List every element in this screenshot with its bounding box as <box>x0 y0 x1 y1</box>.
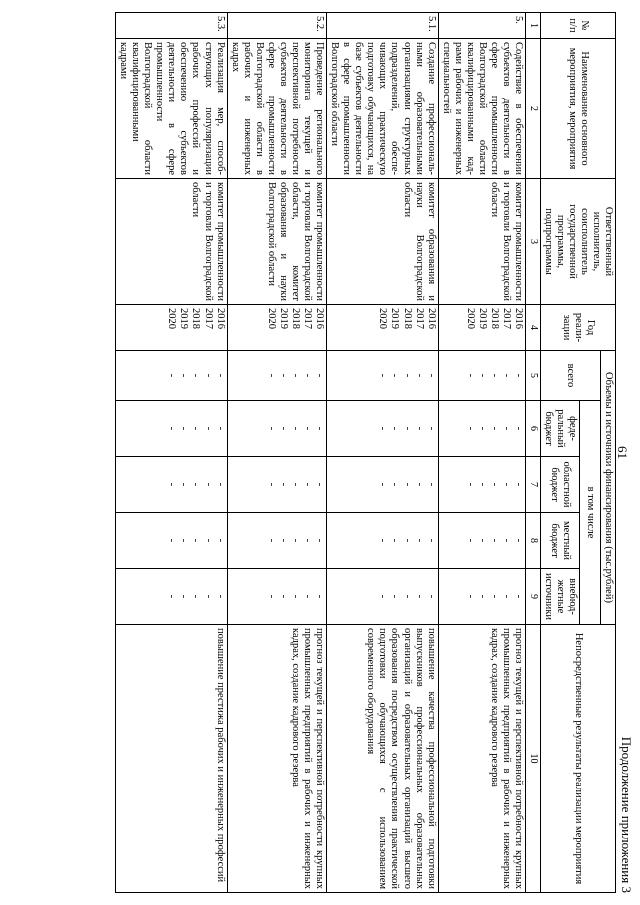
executor: комитет промышленности и торговли Волгоградской области, комитет образования и науки Волгоградской области <box>227 179 327 305</box>
result-text: прогноз текущей и перспективной потребности крупных промышленных предприятий в рабочих и инженерных кадрах, создание кадрового резерва <box>438 625 525 893</box>
dash-value: - <box>265 373 277 378</box>
dash-value: - <box>389 373 401 378</box>
measure-name: Реализация мер, способствующих популяризации рабочих профессий и обеспечению субъектов деятельности в сфере промышленности Волгоградской области квалифицированными кадрами <box>116 39 228 179</box>
row-number: 5. <box>438 13 525 39</box>
dash-value: - <box>513 482 525 487</box>
dash-value: - <box>377 373 389 378</box>
dash-value: - <box>501 373 513 378</box>
year-value: 2017 <box>413 308 425 329</box>
dash-value: - <box>501 482 513 487</box>
dash-value: - <box>290 538 301 543</box>
dash-value: - <box>501 538 513 543</box>
dash-value: - <box>377 594 389 599</box>
row-number: 5.1. <box>327 13 439 39</box>
dash-value: - <box>389 594 401 599</box>
header-total: всего <box>540 351 600 401</box>
dash-value: - <box>389 426 401 431</box>
year-value: 2016 <box>214 308 226 329</box>
years-cell <box>327 305 439 351</box>
dash-value: - <box>464 482 476 487</box>
dash-value: - <box>178 373 190 378</box>
dash-value: - <box>489 482 500 487</box>
dash-value: - <box>178 594 190 599</box>
amount-cell <box>327 401 439 457</box>
dash-value: - <box>202 373 214 378</box>
col-number: 7 <box>526 457 541 513</box>
result-text: прогноз текущей и перспективной потребности крупных промышленных предприятий в рабочих и инженерных кадрах, создание кадрового резерва <box>227 625 327 893</box>
table-row <box>116 13 228 893</box>
measure-name: Содействие в обеспечении субъектов деятельности в сфере промышленности Волгоградской области квалифицированными кадрами рабочих и инженерных специальностей <box>438 39 525 179</box>
header-financing: Объемы и источники финансирования (тыс.рублей) <box>600 351 615 625</box>
year-value: 2018 <box>489 308 500 329</box>
dash-value: - <box>464 594 476 599</box>
dash-value: - <box>377 482 389 487</box>
amount-cell <box>116 569 228 625</box>
dash-value: - <box>302 373 314 378</box>
dash-value: - <box>489 426 500 431</box>
dash-value: - <box>214 482 226 487</box>
year-value: 2017 <box>501 308 513 329</box>
continuation-label: Продолжение приложения 3 <box>619 736 634 893</box>
dash-value: - <box>389 482 401 487</box>
dash-value: - <box>464 538 476 543</box>
dash-value: - <box>464 373 476 378</box>
dash-value: - <box>302 426 314 431</box>
col-number: 9 <box>526 569 541 625</box>
dash-value: - <box>265 482 277 487</box>
years-cell <box>438 305 525 351</box>
dash-value: - <box>202 482 214 487</box>
year-value: 2017 <box>202 308 214 329</box>
amount-cell <box>327 351 439 401</box>
dash-value: - <box>377 538 389 543</box>
dash-value: - <box>178 426 190 431</box>
dash-value: - <box>277 426 289 431</box>
dash-value: - <box>290 482 301 487</box>
amount-cell <box>227 401 327 457</box>
year-value: 2018 <box>290 308 301 329</box>
header-federal: федеральный бюджет <box>540 401 579 457</box>
dash-value: - <box>302 538 314 543</box>
dash-value: - <box>166 373 178 378</box>
amount-cell <box>438 401 525 457</box>
dash-value: - <box>425 538 437 543</box>
header-extra: внебюджетные источники <box>540 569 579 625</box>
amount-cell <box>438 351 525 401</box>
header-incl: в том числе <box>579 401 600 625</box>
amount-cell <box>438 513 525 569</box>
col-number: 8 <box>526 513 541 569</box>
col-number: 1 <box>526 13 541 39</box>
program-table <box>115 12 616 893</box>
amount-cell <box>227 457 327 513</box>
dash-value: - <box>190 373 202 378</box>
col-number: 6 <box>526 401 541 457</box>
year-value: 2019 <box>389 308 401 329</box>
dash-value: - <box>190 426 202 431</box>
amount-cell <box>227 351 327 401</box>
dash-value: - <box>501 594 513 599</box>
amount-cell <box>327 569 439 625</box>
result-text: повышение престижа рабочих и инженерных профессий <box>116 625 228 893</box>
row-number: 5.2. <box>227 13 327 39</box>
dash-value: - <box>277 373 289 378</box>
years-cell <box>227 305 327 351</box>
dash-value: - <box>425 482 437 487</box>
dash-value: - <box>476 373 488 378</box>
measure-name: Создание профессиональными образовательными организациями структурных подразделений, обеспечивающих практическую подготовку обучающихся, на базе субъектов деятельности в сфере промышленности Волгоградской области <box>327 39 439 179</box>
dash-value: - <box>214 426 226 431</box>
header-n: № п/п <box>540 13 615 39</box>
dash-value: - <box>476 426 488 431</box>
dash-value: - <box>302 482 314 487</box>
header-executor: Ответственный исполнитель, соисполнитель государственной программы, подпрограммы <box>540 179 615 305</box>
amount-cell <box>227 513 327 569</box>
dash-value: - <box>413 482 425 487</box>
dash-value: - <box>401 482 413 487</box>
dash-value: - <box>265 594 277 599</box>
dash-value: - <box>290 373 301 378</box>
year-value: 2016 <box>425 308 437 329</box>
dash-value: - <box>513 594 525 599</box>
year-value: 2019 <box>476 308 488 329</box>
dash-value: - <box>476 594 488 599</box>
dash-value: - <box>476 538 488 543</box>
col-number: 10 <box>526 625 541 893</box>
dash-value: - <box>178 482 190 487</box>
dash-value: - <box>214 538 226 543</box>
table-row <box>327 13 439 893</box>
year-value: 2016 <box>513 308 525 329</box>
year-value: 2020 <box>166 308 178 329</box>
year-value: 2020 <box>464 308 476 329</box>
dash-value: - <box>425 594 437 599</box>
year-value: 2018 <box>190 308 202 329</box>
dash-value: - <box>166 594 178 599</box>
dash-value: - <box>265 538 277 543</box>
year-value: 2020 <box>265 308 277 329</box>
dash-value: - <box>464 426 476 431</box>
amount-cell <box>438 457 525 513</box>
page-number: 61 <box>615 446 630 459</box>
dash-value: - <box>413 538 425 543</box>
dash-value: - <box>265 426 277 431</box>
dash-value: - <box>489 594 500 599</box>
col-number: 4 <box>526 305 541 351</box>
dash-value: - <box>214 373 226 378</box>
amount-cell <box>116 351 228 401</box>
dash-value: - <box>425 373 437 378</box>
dash-value: - <box>489 538 500 543</box>
col-number: 3 <box>526 179 541 305</box>
year-value: 2019 <box>178 308 190 329</box>
dash-value: - <box>476 482 488 487</box>
executor: комитет промышленности и торговли Волгоградской области <box>116 179 228 305</box>
dash-value: - <box>314 538 326 543</box>
dash-value: - <box>401 594 413 599</box>
year-value: 2020 <box>377 308 389 329</box>
dash-value: - <box>314 594 326 599</box>
dash-value: - <box>277 482 289 487</box>
dash-value: - <box>314 426 326 431</box>
dash-value: - <box>190 482 202 487</box>
dash-value: - <box>290 594 301 599</box>
dash-value: - <box>513 538 525 543</box>
dash-value: - <box>401 373 413 378</box>
year-value: 2016 <box>314 308 326 329</box>
dash-value: - <box>302 594 314 599</box>
col-number: 2 <box>526 39 541 179</box>
dash-value: - <box>202 594 214 599</box>
dash-value: - <box>413 426 425 431</box>
dash-value: - <box>513 426 525 431</box>
years-cell <box>116 305 228 351</box>
dash-value: - <box>277 538 289 543</box>
dash-value: - <box>489 373 500 378</box>
result-text: повышение качества профессиональной подготовки выпускников профессиональных образовательных организаций и образовательных организаций высшего образования посредством осуществления практической подготовки обучающихся с использованием современного оборудования <box>327 625 439 893</box>
year-value: 2018 <box>401 308 413 329</box>
header-local: местный бюджет <box>540 513 579 569</box>
table-body <box>116 13 526 893</box>
header-results: Непосредственные результаты реализации мероприятия <box>540 625 615 893</box>
dash-value: - <box>314 373 326 378</box>
dash-value: - <box>513 373 525 378</box>
amount-cell <box>327 457 439 513</box>
measure-name: Проведение регионального мониторинга текущей и перспективной потребности субъектов деятельности в сфере промышленности Волгоградской области в рабочих и инженерных кадрах <box>227 39 327 179</box>
executor: комитет образования и науки Волгоградской области <box>327 179 439 305</box>
dash-value: - <box>202 538 214 543</box>
year-value: 2017 <box>302 308 314 329</box>
dash-value: - <box>166 482 178 487</box>
dash-value: - <box>166 426 178 431</box>
year-value: 2019 <box>277 308 289 329</box>
dash-value: - <box>190 594 202 599</box>
header-regional: областной бюджет <box>540 457 579 513</box>
dash-value: - <box>413 594 425 599</box>
executor: комитет промышленности и торговли Волгоградской области <box>438 179 525 305</box>
amount-cell <box>227 569 327 625</box>
dash-value: - <box>166 538 178 543</box>
dash-value: - <box>178 538 190 543</box>
dash-value: - <box>290 426 301 431</box>
dash-value: - <box>389 538 401 543</box>
dash-value: - <box>425 426 437 431</box>
row-number: 5.3. <box>116 13 228 39</box>
dash-value: - <box>413 373 425 378</box>
dash-value: - <box>314 482 326 487</box>
dash-value: - <box>277 594 289 599</box>
amount-cell <box>327 513 439 569</box>
dash-value: - <box>202 426 214 431</box>
dash-value: - <box>214 594 226 599</box>
amount-cell <box>116 513 228 569</box>
amount-cell <box>116 401 228 457</box>
col-number: 5 <box>526 351 541 401</box>
dash-value: - <box>501 426 513 431</box>
dash-value: - <box>401 426 413 431</box>
table-row <box>227 13 327 893</box>
amount-cell <box>116 457 228 513</box>
header-year: Год реализации <box>540 305 615 351</box>
dash-value: - <box>377 426 389 431</box>
dash-value: - <box>190 538 202 543</box>
header-name: Наименование основного мероприятия, мероприятия <box>540 39 615 179</box>
amount-cell <box>438 569 525 625</box>
dash-value: - <box>401 538 413 543</box>
table-row <box>438 13 525 893</box>
